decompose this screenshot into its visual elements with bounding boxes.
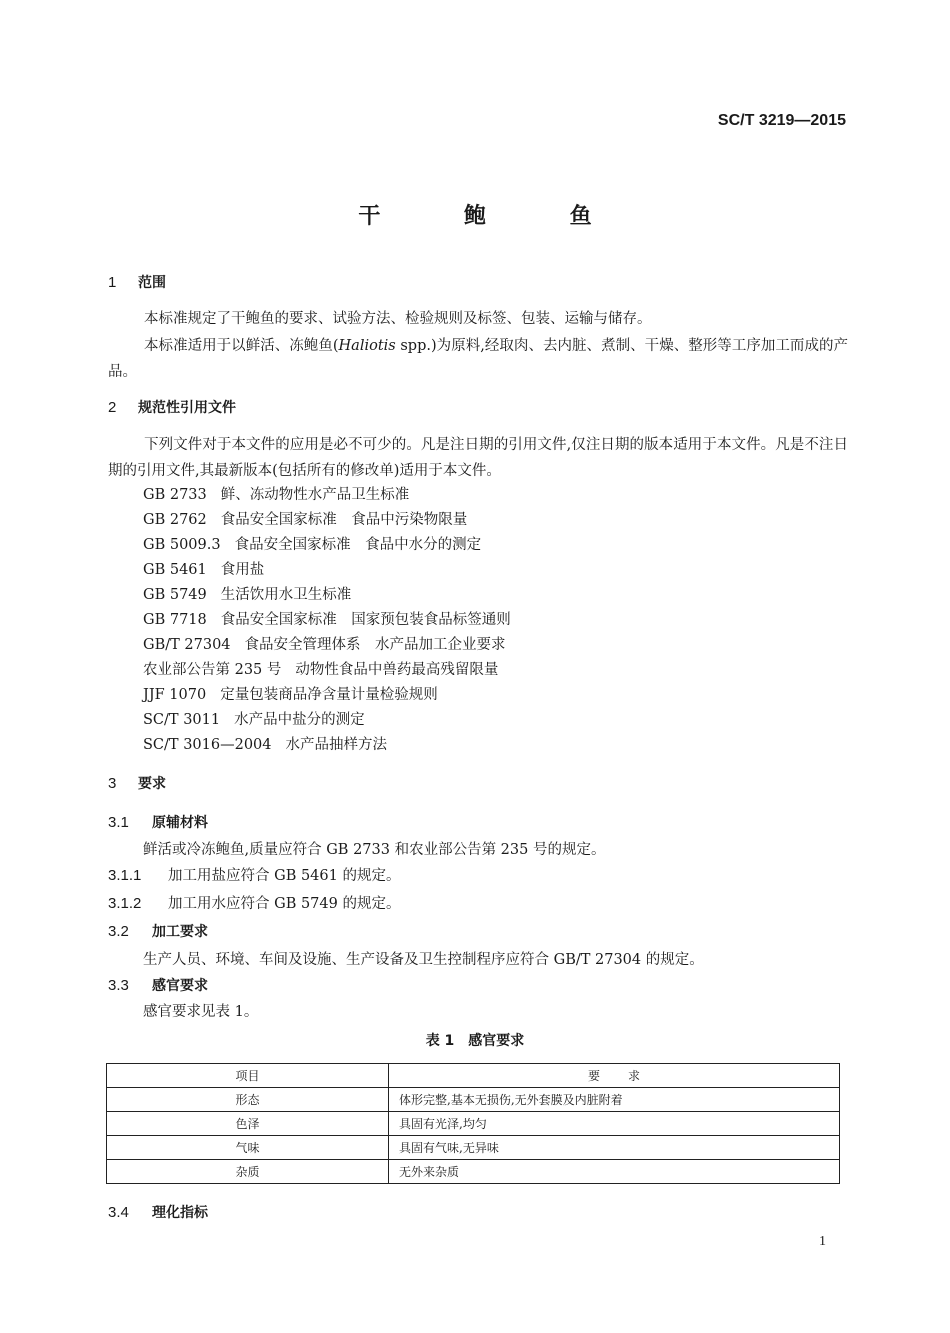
section-number: 3 [108,775,117,792]
section-3-4-heading [108,1202,208,1222]
reference-item: SC/T 3016—2004 水产品抽样方法 [143,737,387,753]
table-cell: 具固有光泽,均匀 [389,1112,840,1136]
table-header-cell: 项目 [107,1064,389,1088]
reference-item: GB 2733 鲜、冻动物性水产品卫生标准 [143,487,410,503]
section-3-1-1 [108,864,400,888]
section-title: 原辅材料 [152,815,208,831]
reference-item: GB/T 27304 食品安全管理体系 水产品加工企业要求 [143,637,506,653]
table-row [107,1136,840,1160]
reference-item: GB 2762 食品安全国家标准 食品中污染物限量 [143,512,468,528]
table-cell: 色泽 [107,1112,389,1136]
section-number: 3.1 [108,814,129,831]
reference-item: JJF 1070 定量包装商品净含量计量检验规则 [143,687,438,703]
reference-item: GB 5461 食用盐 [143,562,265,578]
section-number: 3.2 [108,923,129,940]
section-3-1-2 [108,892,400,916]
paragraph-text: 本标准规定了干鲍鱼的要求、试验方法、检验规则及标签、包装、运输与储存。 [144,311,652,327]
document-title: 干 鲍 鱼 [358,204,630,229]
section-number: 3.4 [108,1204,129,1221]
sensory-requirements-table [106,1063,840,1184]
section-3-heading [108,773,166,793]
paragraph-text: 加工用盐应符合 GB 5461 的规定。 [168,868,401,884]
latin-name: Haliotis [338,338,396,354]
paragraph-text: 本标准适用于以鲜活、冻鲍鱼( [144,338,339,354]
section-3-1-heading [108,812,208,832]
section-number: 1 [108,274,117,291]
table-row [107,1112,840,1136]
page-number: 1 [819,1234,826,1249]
section-3-3-heading [108,975,208,995]
paragraph-text: spp.)为原料,经取肉、去内脏、煮制、干燥、整形等工序加工而成的产品。 [108,338,848,380]
section-title: 理化指标 [152,1205,208,1221]
section-title: 加工要求 [152,924,208,940]
section-number: 2 [108,399,117,416]
reference-item: GB 7718 食品安全国家标准 国家预包装食品标签通则 [143,612,511,628]
standard-number: SC/T 3219—2015 [717,112,846,129]
paragraph-text: 加工用水应符合 GB 5749 的规定。 [168,896,401,912]
section-title: 要求 [138,776,166,792]
section-title: 规范性引用文件 [138,400,236,416]
reference-item: GB 5749 生活饮用水卫生标准 [143,587,352,603]
table-header-cell: 要求 [389,1064,840,1088]
section-3-2-heading [108,921,208,941]
section-number: 3.1.2 [108,895,142,912]
table-cell: 体形完整,基本无损伤,无外套膜及内脏附着 [389,1088,840,1112]
table-row [107,1088,840,1112]
section-1-heading [108,272,166,292]
section-3-2-text: 生产人员、环境、车间及设施、生产设备及卫生控制程序应符合 GB/T 27304 的规定。 [143,952,704,968]
table-cell: 形态 [107,1088,389,1112]
reference-item: SC/T 3011 水产品中盐分的测定 [143,712,365,728]
section-3-1-text: 鲜活或冷冻鲍鱼,质量应符合 GB 2733 和农业部公告第 235 号的规定。 [143,842,606,858]
reference-item: 农业部公告第 235 号 动物性食品中兽药最高残留限量 [143,662,499,678]
section-title: 感官要求 [152,978,208,994]
section-title: 范围 [138,275,166,291]
table-cell: 气味 [107,1136,389,1160]
scope-paragraph-2 [108,333,848,385]
table-caption: 表 1 感官要求 [425,1033,525,1049]
section-number: 3.3 [108,977,129,994]
scope-paragraph-1 [108,306,848,332]
table-cell: 具固有气味,无异味 [389,1136,840,1160]
paragraph-text: 下列文件对于本文件的应用是必不可少的。凡是注日期的引用文件,仅注日期的版本适用于本文件。凡是不注日期的引用文件,其最新版本(包括所有的修改单)适用于本文件。 [108,437,848,479]
section-number: 3.1.1 [108,867,142,884]
section-3-3-text: 感官要求见表 1。 [143,1004,259,1020]
references-intro [108,432,848,484]
table-row [107,1160,840,1184]
reference-item: GB 5009.3 食品安全国家标准 食品中水分的测定 [143,537,482,553]
table-cell: 杂质 [107,1160,389,1184]
table-header-row [107,1064,840,1088]
table-cell: 无外来杂质 [389,1160,840,1184]
section-2-heading [108,397,236,417]
